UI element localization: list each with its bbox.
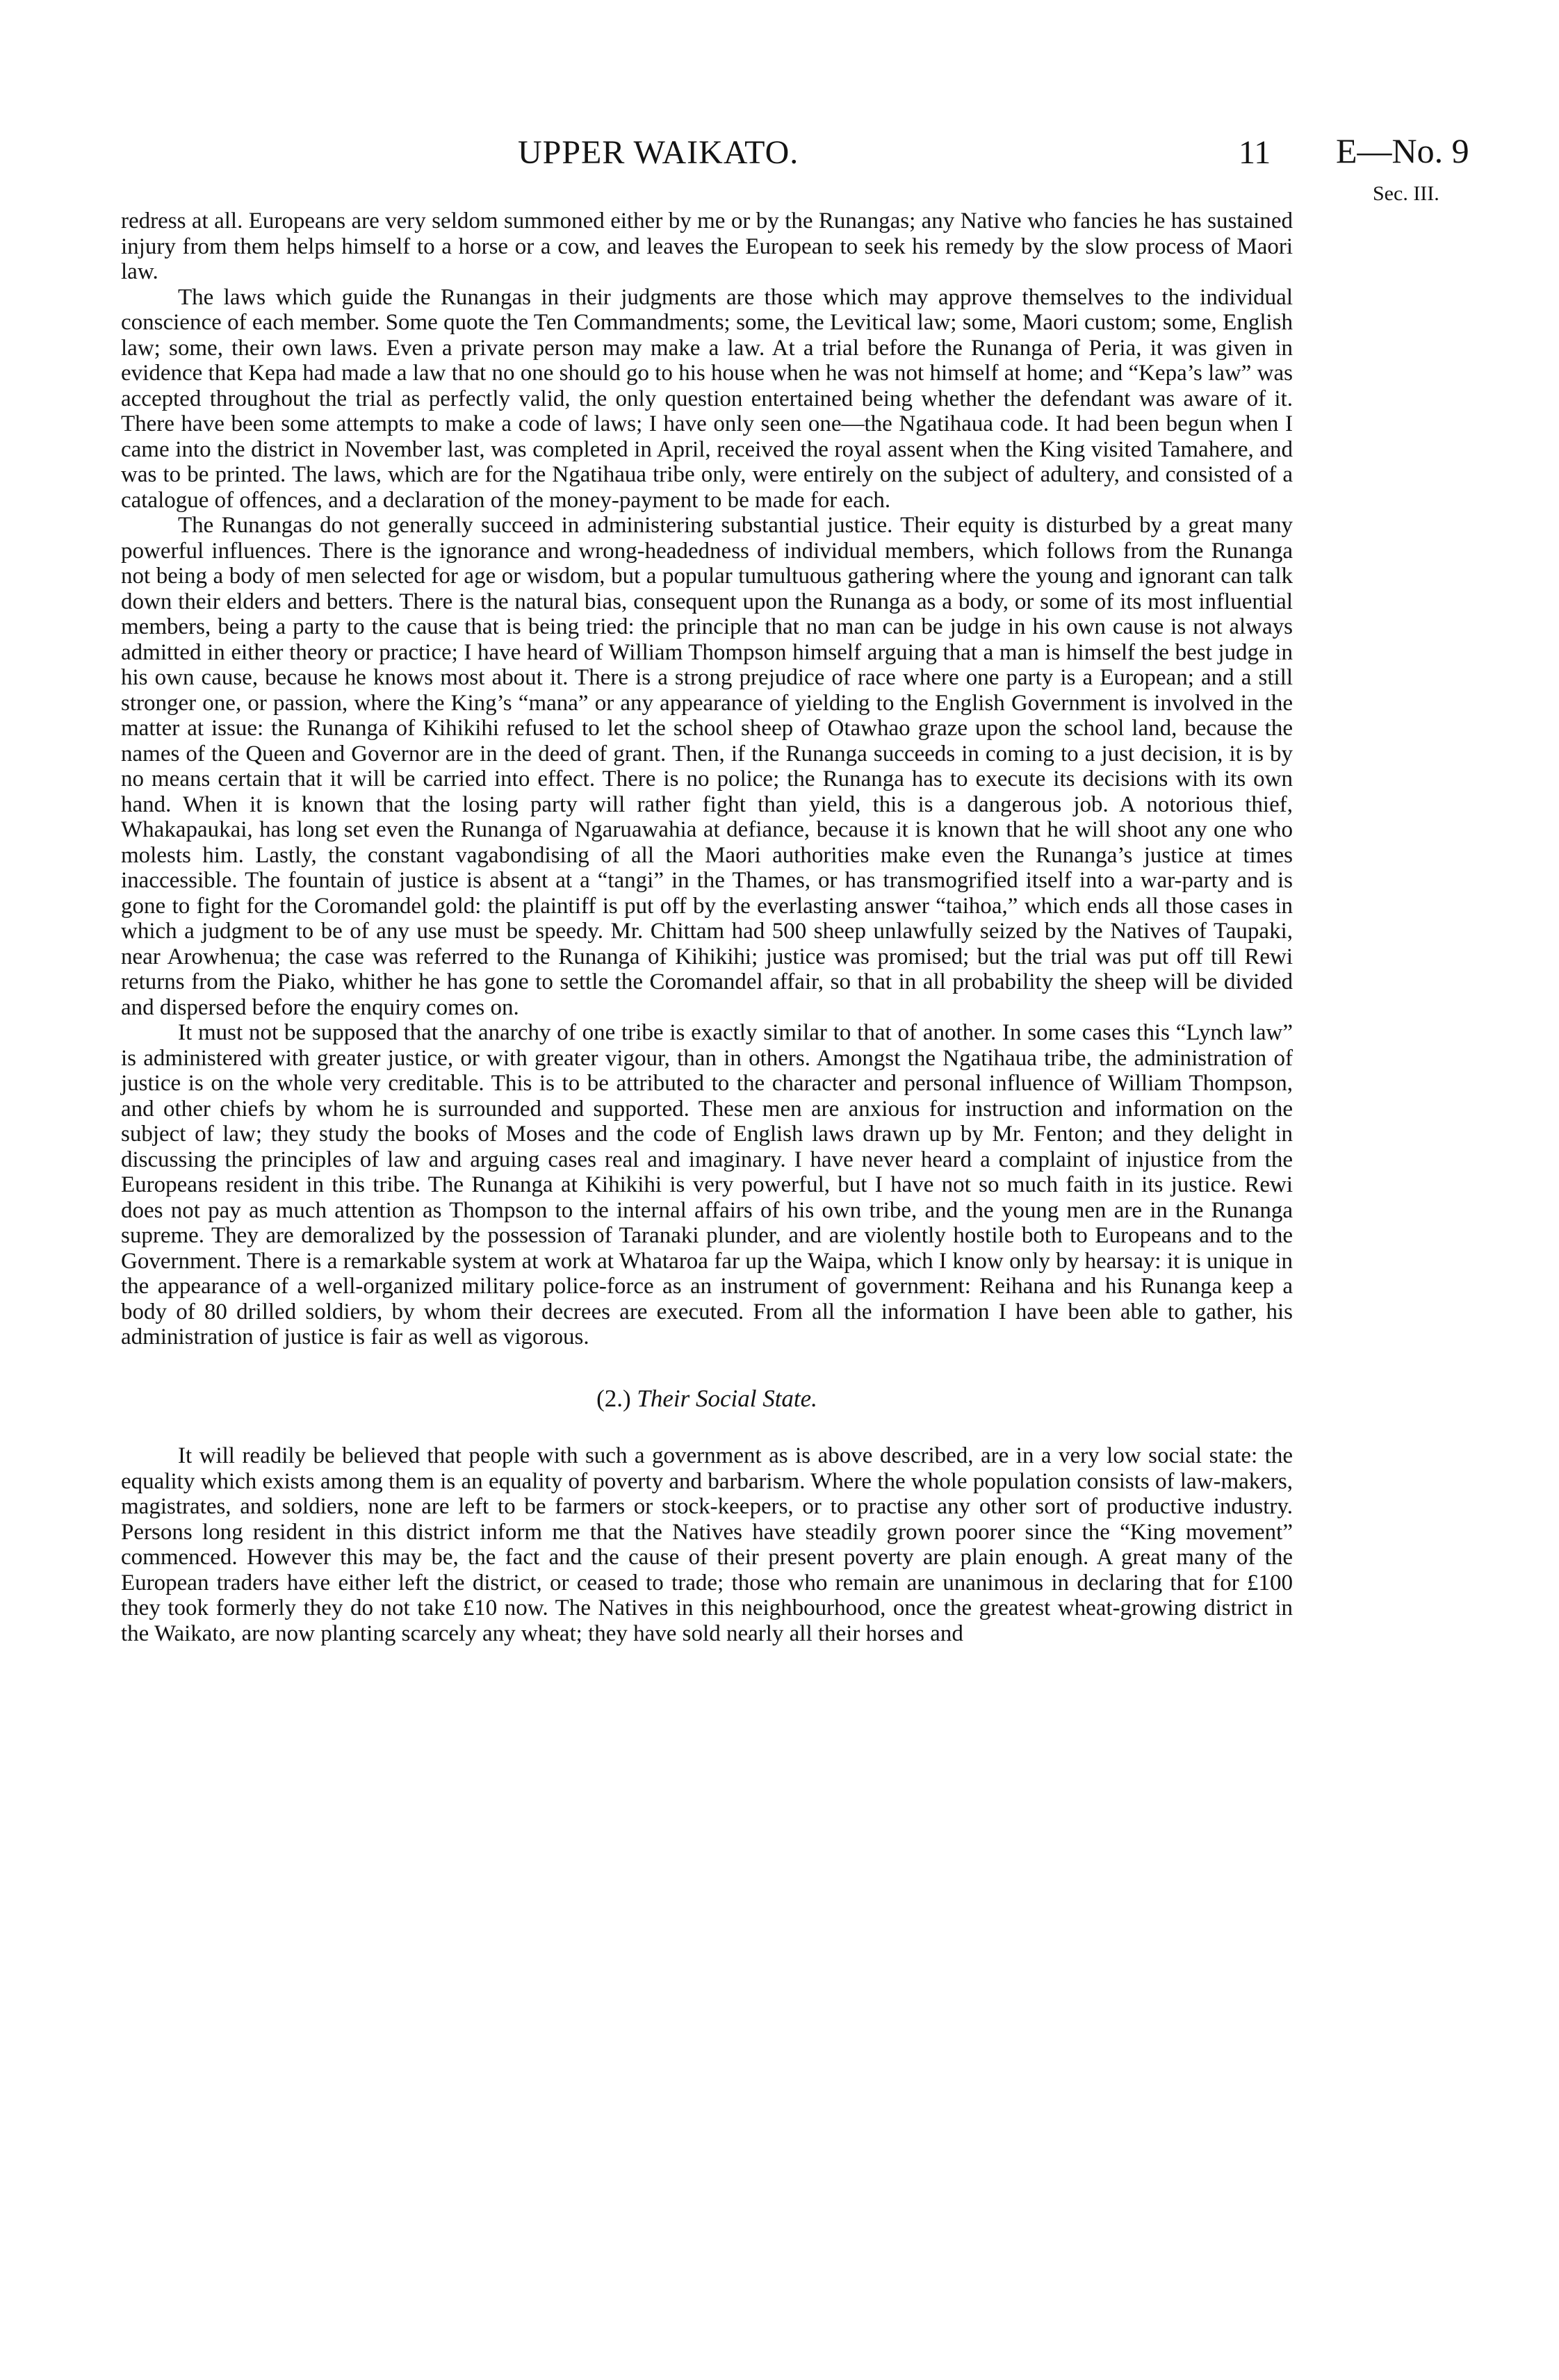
section-subheading	[121, 1386, 1293, 1412]
page-number: 11	[1239, 134, 1271, 171]
section-reference: Sec. III.	[1373, 182, 1439, 205]
running-title: UPPER WAIKATO.	[518, 134, 799, 171]
subheading-number: (2.)	[596, 1384, 631, 1412]
body-text	[121, 208, 1293, 1646]
paragraph-anarchy: It must not be supposed that the anarchy of one tribe is exactly similar to that of another. In some cases this “Lynch law” is administered with greater justice, or with greater vigour, than in others. Amongst the Ngatihaua tribe, the administration of justice is on the whole very creditable. This is to be attributed to the character and personal influence of William Thompson, and other chiefs by whom he is surrounded and supported. These men are anxious for instruction and information on the subject of law; they study the books of Moses and the code of English laws drawn up by Mr. Fenton; and they delight in discussing the principles of law and arguing cases real and imaginary. I have never heard a complaint of injustice from the Europeans resident in this tribe. The Runanga at Kihikihi is very powerful, but I have not so much faith in its justice. Rewi does not pay as much attention as Thompson to the internal affairs of his own tribe, and the young men are in the Runanga supreme. They are demoralized by the possession of Taranaki plunder, and are violently hostile both to Europeans and to the Government. There is a remarkable system at work at Whataroa far up the Waipa, which I know only by hearsay: it is unique in the appearance of a well-organized military police-force as an instrument of government: Reihana and his Runanga keep a body of 80 drilled soldiers, by whom their decrees are executed. From all the information I have been able to gather, his administration of justice is fair as well as vigorous.	[121, 1020, 1293, 1349]
subheading-title: Their Social State.	[637, 1384, 817, 1412]
paragraph-social-state: It will readily be believed that people with such a government as is above described, are in a very low social state: the equality which exists among them is an equality of poverty and barbarism. Where the whole population consists of law-makers, magistrates, and soldiers, none are left to be farmers or stock-keepers, or to practise any other sort of productive industry. Persons long resident in this district inform me that the Natives have steadily grown poorer since the “King movement” commenced. However this may be, the fact and the cause of their present poverty are plain enough. A great many of the European traders have either left the district, or ceased to trade; those who remain are unanimous in declaring that for £100 they took formerly they do not take £10 now. The Natives in this neighbourhood, once the greatest wheat-growing district in the Waikato, are now planting scarcely any wheat; they have sold nearly all their horses and	[121, 1443, 1293, 1646]
paragraph-continued: redress at all. Europeans are very seldom summoned either by me or by the Runangas; any Native who fancies he has sustained injury from them helps himself to a horse or a cow, and leaves the European to seek his remedy by the slow process of Maori law.	[121, 208, 1293, 284]
document-reference: E—No. 9	[1336, 131, 1469, 170]
paragraph-justice: The Runangas do not generally succeed in administering substantial justice. Their equity is disturbed by a great many powerful influences. There is the ignorance and wrong-headedness of individual members, which follows from the Runanga not being a body of men selected for age or wisdom, but a popular tumultuous gathering where the young and ignorant can talk down their elders and betters. There is the natural bias, consequent upon the Runanga as a body, or some of its most influential members, being a party to the cause that is being tried: the principle that no man can be judge in his own cause is not always admitted in either theory or practice; I have heard of William Thompson himself arguing that a man is himself the best judge in his own cause, because he knows most about it. There is a strong prejudice of race where one party is a European; and a still stronger one, or passion, where the King’s “mana” or any appearance of yielding to the English Government is involved in the matter at issue: the Runanga of Kihikihi refused to let the school sheep of Otawhao graze upon the school land, because the names of the Queen and Governor are in the deed of grant. Then, if the Runanga succeeds in coming to a just decision, it is by no means certain that it will be carried into effect. There is no police; the Runanga has to execute its decisions with its own hand. When it is known that the losing party will rather fight than yield, this is a dangerous job. A notorious thief, Whakapaukai, has long set even the Runanga of Ngaruawahia at defiance, because it is known that he will shoot any one who molests him. Lastly, the constant vagabondising of all the Maori authorities make even the Runanga’s justice at times inaccessible. The fountain of justice is absent at a “tangi” in the Thames, or has transmogrified itself into a war-party and is gone to fight for the Coromandel gold: the plaintiff is put off by the everlasting answer “taihoa,” which ends all those cases in which a judgment to be of any use must be speedy. Mr. Chittam had 500 sheep unlawfully seized by the Natives of Taupaki, near Arowhenua; the case was referred to the Runanga of Kihikihi; justice was promised; but the trial was put off till Rewi returns from the Piako, whither he has gone to settle the Coromandel affair, so that in all probability the sheep will be divided and dispersed before the enquiry comes on.	[121, 513, 1293, 1020]
paragraph-laws: The laws which guide the Runangas in their judgments are those which may approve themselves to the individual conscience of each member. Some quote the Ten Commandments; some, the Levitical law; some, Maori custom; some, English law; some, their own laws. Even a private person may make a law. At a trial before the Runanga of Peria, it was given in evidence that Kepa had made a law that no one should go to his house when he was not himself at home; and “Kepa’s law” was accepted throughout the trial as perfectly valid, the only question entertained being whether the defendant was aware of it. There have been some attempts to make a code of laws; I have only seen one—the Ngatihaua code. It had been begun when I came into the district in November last, was completed in April, received the royal assent when the King visited Tamahere, and was to be printed. The laws, which are for the Ngatihaua tribe only, were entirely on the subject of adultery, and consisted of a catalogue of offences, and a declaration of the money-payment to be made for each.	[121, 284, 1293, 513]
